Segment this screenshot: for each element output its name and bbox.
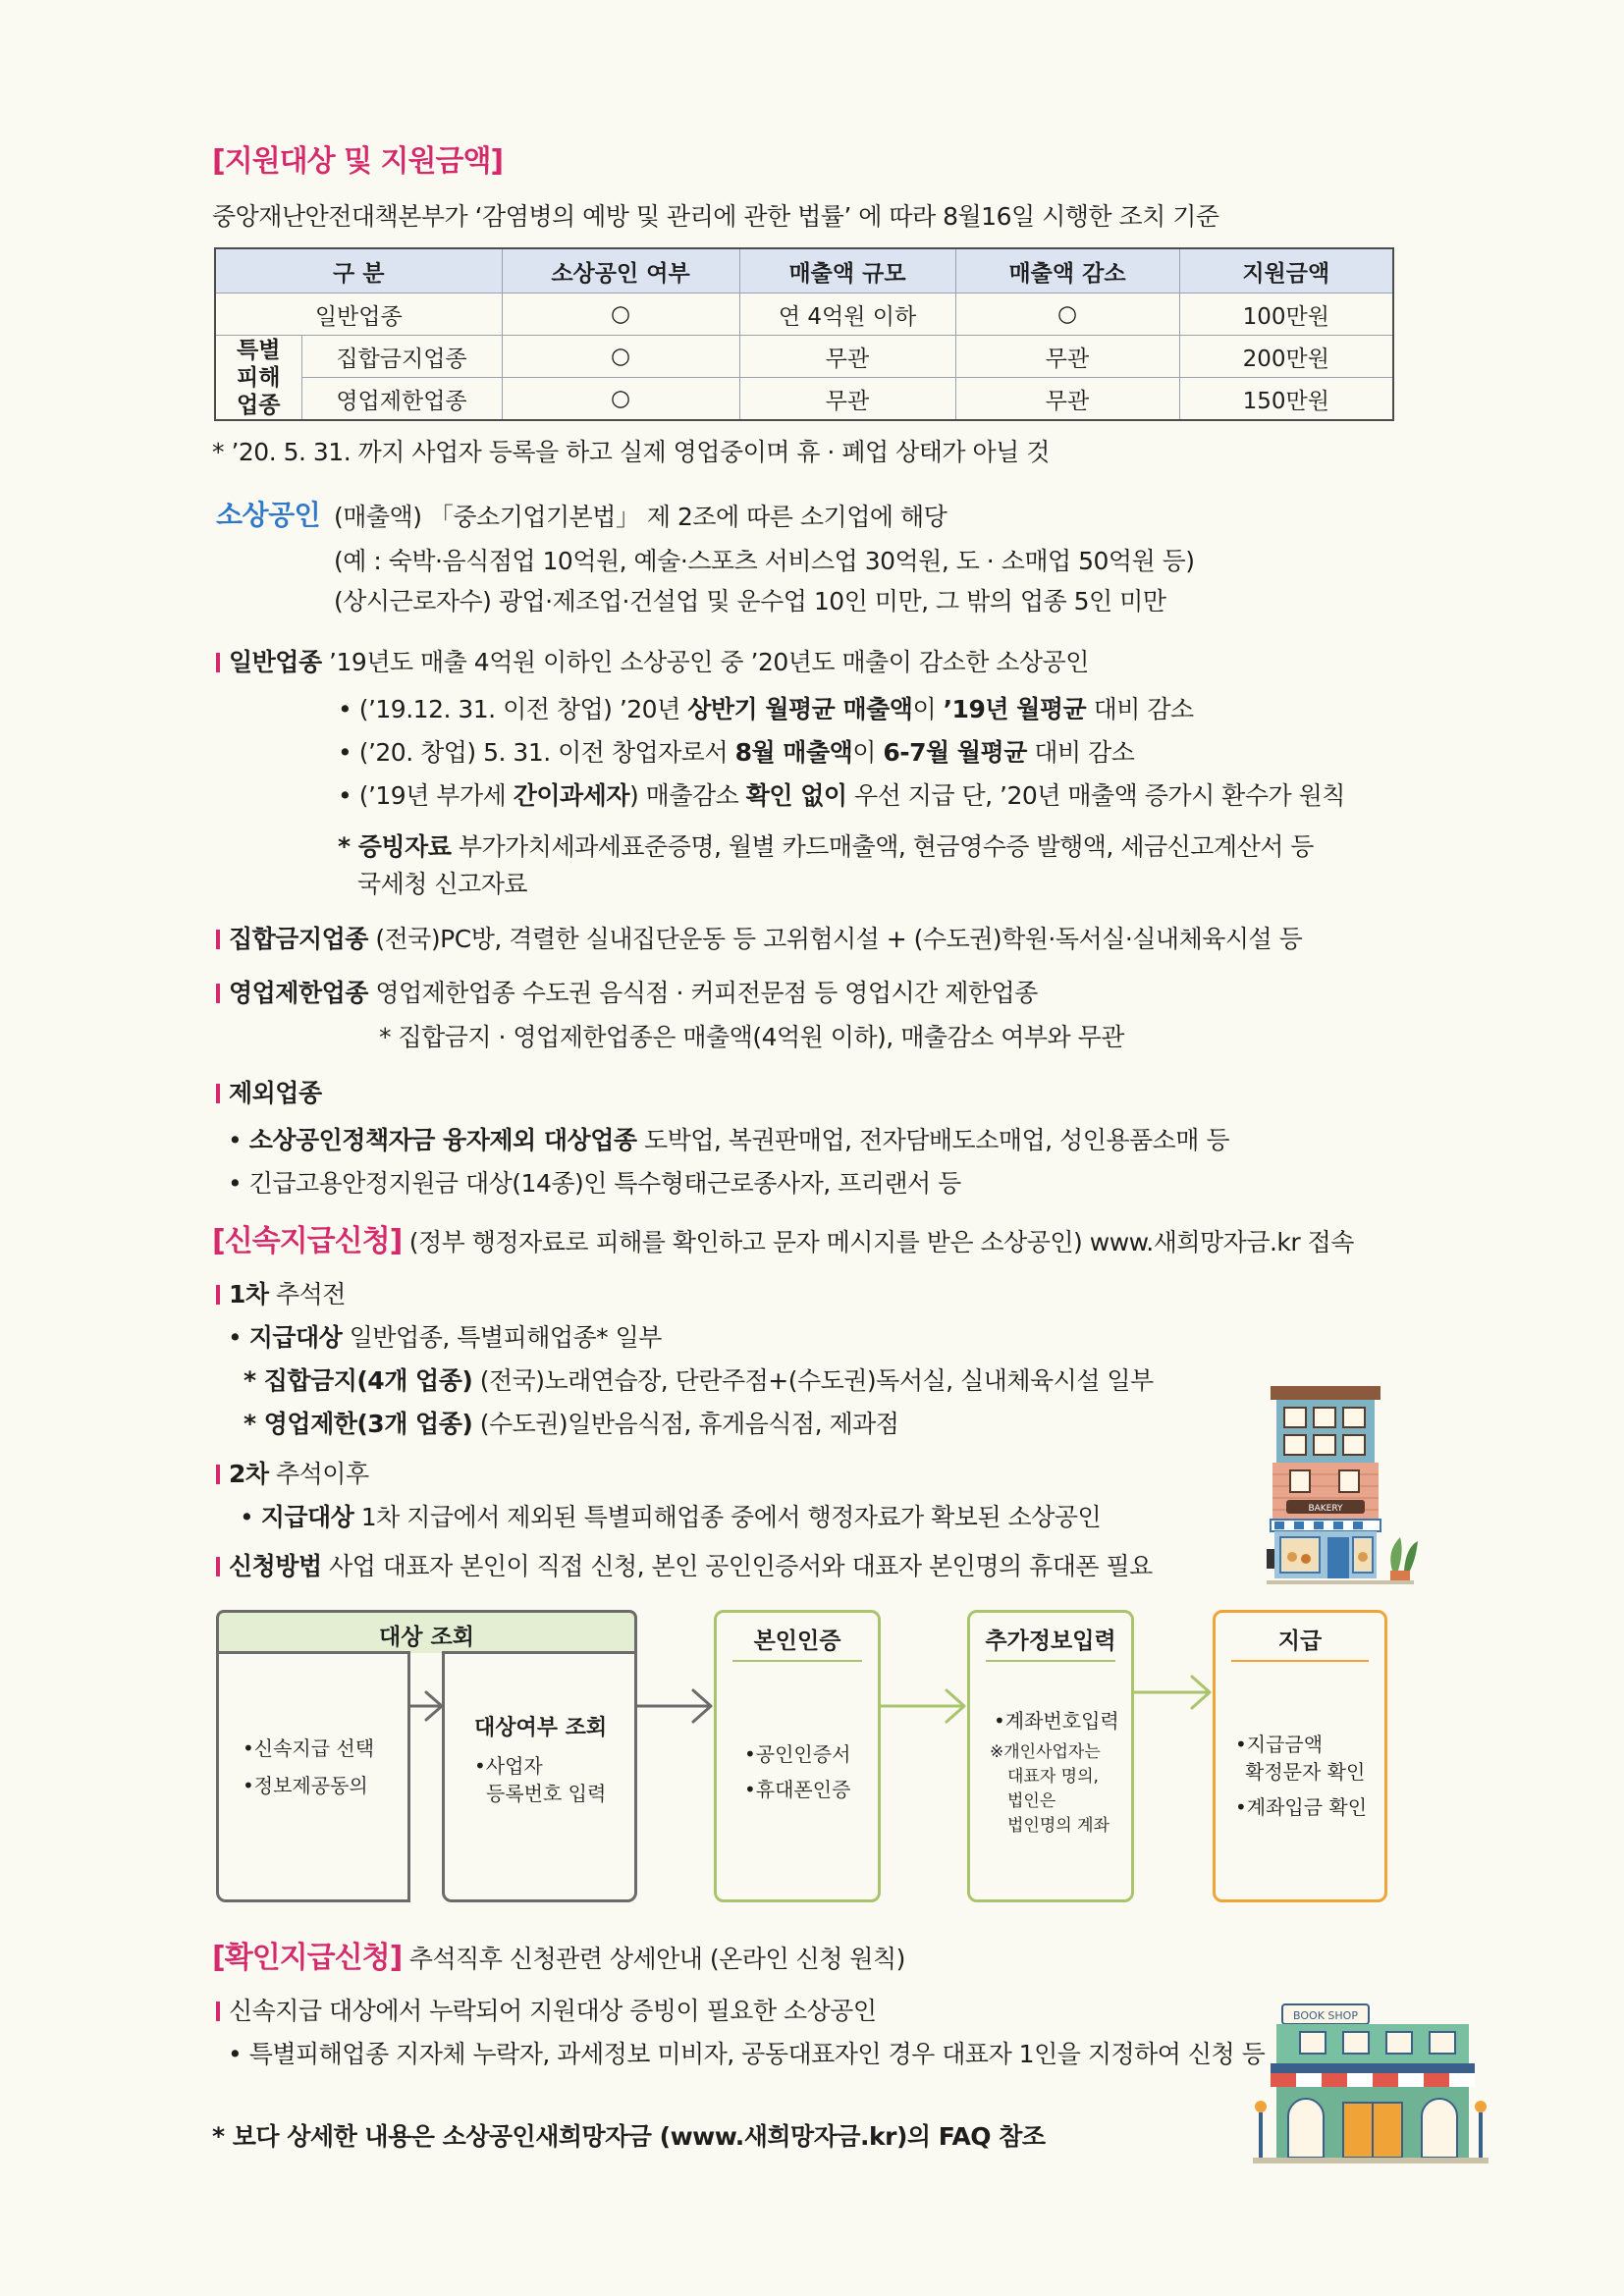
table-header: 지원금액 — [1179, 248, 1393, 294]
text-part: 대비 감소 — [1026, 738, 1135, 767]
text-bold: * 영업제한(3개 업종) — [244, 1410, 473, 1438]
text-part: 신속지급 대상에서 누락되어 지원대상 증빙이 필요한 소상공인 — [229, 1997, 877, 2025]
text-bold: 확인 없이 — [745, 781, 847, 810]
text-bold: 2차 — [229, 1460, 269, 1488]
section-title-support: [지원대상 및 지원금액] — [212, 144, 504, 179]
flow-item: •계좌입금 확인 — [1235, 1795, 1368, 1819]
table-cell: 연 4억원 이하 — [739, 294, 955, 336]
flow-note: ※개인사업자는 — [990, 1742, 1101, 1762]
flow-item: •신속지급 선택 — [243, 1736, 375, 1760]
text-part: 대비 감소 — [1086, 695, 1194, 723]
flow-item: •공인인증서 — [744, 1742, 851, 1766]
evidence-text: 부가가치세과세표준증명, 월별 카드매출액, 현금영수증 발행액, 세금신고계산서 등 — [451, 832, 1314, 861]
table-cell: 영업제한업종 — [301, 378, 502, 421]
flow-sub-title: 대상여부 조회 — [474, 1716, 608, 1740]
table-cell: ○ — [955, 294, 1179, 336]
sogong-line: (상시근로자수) 광업·제조업·건설업 및 운수업 10인 미만, 그 밖의 업종 5인 미만 — [334, 587, 1166, 615]
excluded-bullet: • 소상공인정책자금 융자제외 대상업종 도박업, 복권판매업, 전자담배도소매업, 성인용품소매 등 — [228, 1126, 1230, 1154]
bakery-illustration — [1267, 1384, 1424, 1590]
excluded-bullet: • 긴급고용안정지원금 대상(14종)인 특수형태근로종사자, 프리랜서 등 — [228, 1169, 961, 1198]
table-header: 매출액 규모 — [739, 248, 955, 294]
text-part: (’20. 창업) 5. 31. 이전 창업자로서 — [358, 738, 735, 767]
flow-note: 법인은 — [1007, 1791, 1056, 1811]
ban-label: 집합금지업종 — [229, 925, 368, 953]
text-part: 1차 지급에서 제외된 특별피해업종 중에서 행정자료가 확보된 소상공인 — [353, 1503, 1102, 1531]
flow-step-1-title: 대상 조회 — [379, 1625, 474, 1650]
table-header: 소상공인 여부 — [502, 248, 739, 294]
bakery-sign-text: BAKERY — [1308, 1504, 1343, 1514]
flow-step-2-title: 본인인증 — [753, 1629, 841, 1654]
text-bold: ’19년 월평균 — [943, 695, 1087, 723]
fast-target: • 지급대상 일반업종, 특별피해업종* 일부 — [228, 1323, 662, 1352]
general-text: ’19년도 매출 4억원 이하인 소상공인 중 ’20년도 매출이 감소한 소상공인 — [321, 648, 1089, 676]
table-cell: ○ — [502, 336, 739, 378]
fast-subtitle: (정부 행정자료로 피해를 확인하고 문자 메시지를 받은 소상공인) www.새희망자금.kr 접속 — [402, 1228, 1354, 1256]
text-bold: 상반기 월평균 매출액 — [687, 695, 913, 723]
general-label: 일반업종 — [229, 648, 322, 676]
table-cell: ○ — [502, 378, 739, 421]
text-part: (’19년 부가세 — [358, 781, 514, 810]
table-header: 구 분 — [215, 248, 502, 294]
flow-item: •휴대폰인증 — [744, 1778, 851, 1801]
table-cell: 무관 — [739, 378, 955, 421]
table-cell: 무관 — [955, 336, 1179, 378]
footer-note: * 보다 상세한 내용은 소상공인새희망자금 (www.새희망자금.kr)의 FAQ 참조 — [212, 2122, 1046, 2151]
bookshop-sign-text: BOOK SHOP — [1293, 2009, 1358, 2022]
text-bold: 8월 매출액 — [734, 738, 853, 767]
flow-item: 등록번호 입력 — [486, 1782, 607, 1805]
text-bold: 소상공인정책자금 융자제외 대상업종 — [248, 1126, 637, 1154]
table-cell-special: 특별 피해 업종 — [215, 336, 301, 421]
bookshop-illustration — [1253, 2001, 1489, 2167]
table-cell: 200만원 — [1179, 336, 1393, 378]
text-part: (’19.12. 31. 이전 창업) ’20년 — [358, 695, 688, 723]
text-bold: * 집합금지(4개 업종) — [244, 1366, 473, 1395]
text-bold: 1차 — [229, 1280, 269, 1308]
fast-target-2: • 지급대상 1차 지급에서 제외된 특별피해업종 중에서 행정자료가 확보된 소상공인 — [240, 1503, 1102, 1531]
flow-item: •지급금액 — [1235, 1733, 1324, 1756]
table-cell: 집합금지업종 — [301, 336, 502, 378]
text-bold: 6-7월 월평균 — [883, 738, 1027, 767]
limit-text: 영업제한업종 수도권 음식점 · 커피전문점 등 영업시간 제한업종 — [367, 979, 1038, 1007]
sogong-line: (매출액) 「중소기업기본법」 제 2조에 따른 소기업에 해당 — [334, 503, 947, 531]
sogong-line: (예 : 숙박·음식점업 10억원, 예술·스포츠 서비스업 30억원, 도 · 소매업 50억원 등) — [334, 547, 1195, 575]
table-cell: 150만원 — [1179, 378, 1393, 421]
evidence-note-2: 국세청 신고자료 — [357, 870, 527, 898]
general-bullet: • (’19년 부가세 간이과세자) 매출감소 확인 없이 우선 지급 단, ’20년 매출액 증가시 환수가 원칙 — [338, 781, 1345, 810]
flow-item: 확정문자 확인 — [1245, 1760, 1366, 1784]
table-cell: 100만원 — [1179, 294, 1393, 336]
table-cell: 무관 — [739, 336, 955, 378]
flow-note: 대표자 명의, — [1007, 1767, 1099, 1787]
flow-step-3-title: 추가정보입력 — [985, 1629, 1116, 1654]
sogong-title: 소상공인 — [216, 499, 321, 531]
text-part: 우선 지급 단, ’20년 매출액 증가시 환수가 원칙 — [846, 781, 1345, 810]
flow-item: •계좌번호입력 — [994, 1709, 1119, 1733]
arrow-right-icon — [637, 1690, 711, 1722]
flow-item: •정보제공동의 — [243, 1774, 368, 1797]
confirm-heading — [212, 1942, 905, 1976]
text-part: ) 매출감소 — [628, 781, 746, 810]
general-bullet: • (’19.12. 31. 이전 창업) ’20년 상반기 월평균 매출액이 ’19년 월평균 대비 감소 — [338, 695, 1194, 723]
flow-step-4-title: 지급 — [1277, 1629, 1323, 1654]
text-bold: 지급대상 — [260, 1503, 354, 1531]
text-part: 이 — [852, 738, 884, 767]
text-part: (수도권)일반음식점, 휴게음식점, 제과점 — [472, 1410, 899, 1438]
confirm-bullet: • 특별피해업종 지자체 누락자, 과세정보 미비자, 공동대표자인 경우 대표자 1인을 지정하여 신청 등 — [228, 2040, 1266, 2068]
flow-item: •사업자 — [474, 1754, 543, 1778]
section-subtitle: 중앙재난안전대책본부가 ‘감염병의 예방 및 관리에 관한 법률’ 에 따라 8월16일 시행한 조치 기준 — [212, 202, 1219, 231]
fast-title: [신속지급신청] — [212, 1224, 403, 1258]
arrow-right-icon — [1134, 1677, 1210, 1708]
limit-label: 영업제한업종 — [229, 979, 368, 1007]
text-bold: 지급대상 — [248, 1323, 343, 1352]
text-bold: 신청방법 — [229, 1552, 322, 1580]
text-part: 특별피해업종 지자체 누락자, 과세정보 미비자, 공동대표자인 경우 대표자 1인을 지정하여 신청 등 — [248, 2040, 1266, 2068]
confirm-line — [216, 1995, 877, 2028]
text-part: 긴급고용안정지원금 대상(14종)인 특수형태근로종사자, 프리랜서 등 — [248, 1169, 961, 1198]
text-part: 일반업종, 특별피해업종* 일부 — [342, 1323, 662, 1352]
text-part: 추석전 — [268, 1280, 346, 1308]
text-part: 사업 대표자 본인이 직접 신청, 본인 공인인증서와 대표자 본인명의 휴대폰 필요 — [321, 1552, 1153, 1580]
excluded-label: 제외업종 — [229, 1079, 322, 1107]
table-header: 매출액 감소 — [955, 248, 1179, 294]
arrow-right-icon — [881, 1690, 964, 1722]
ban-text: (전국)PC방, 격렬한 실내집단운동 등 고위험시설 + (수도권)학원·독서실·실내체육시설 등 — [367, 925, 1303, 953]
text-part: (전국)노래연습장, 단란주점+(수도권)독서실, 실내체육시설 일부 — [472, 1366, 1154, 1395]
text-part: 추석이후 — [268, 1460, 369, 1488]
text-bold: 간이과세자 — [513, 781, 629, 810]
confirm-subtitle: 추석직후 신청관련 상세안내 (온라인 신청 원칙) — [402, 1945, 905, 1973]
confirm-title: [확인지급신청] — [212, 1941, 403, 1975]
arrow-right-icon — [410, 1692, 442, 1720]
table-cell: 일반업종 — [215, 294, 502, 336]
general-bullet: • (’20. 창업) 5. 31. 이전 창업자로서 8월 매출액이 6-7월 월평균 대비 감소 — [338, 738, 1135, 767]
text-part: 도박업, 복권판매업, 전자담배도소매업, 성인용품소매 등 — [636, 1126, 1230, 1154]
limit-note: * 집합금지 · 영업제한업종은 매출액(4억원 이하), 매출감소 여부와 무관 — [379, 1023, 1124, 1051]
table-cell: ○ — [502, 294, 739, 336]
table-cell: 무관 — [955, 378, 1179, 421]
text-part: 이 — [912, 695, 944, 723]
flow-note: 법인명의 계좌 — [1007, 1816, 1110, 1836]
evidence-label: * 증빙자료 — [338, 832, 452, 861]
table-note: * ’20. 5. 31. 까지 사업자 등록을 하고 실제 영업중이며 휴 · 폐업 상태가 아닐 것 — [212, 438, 1050, 466]
